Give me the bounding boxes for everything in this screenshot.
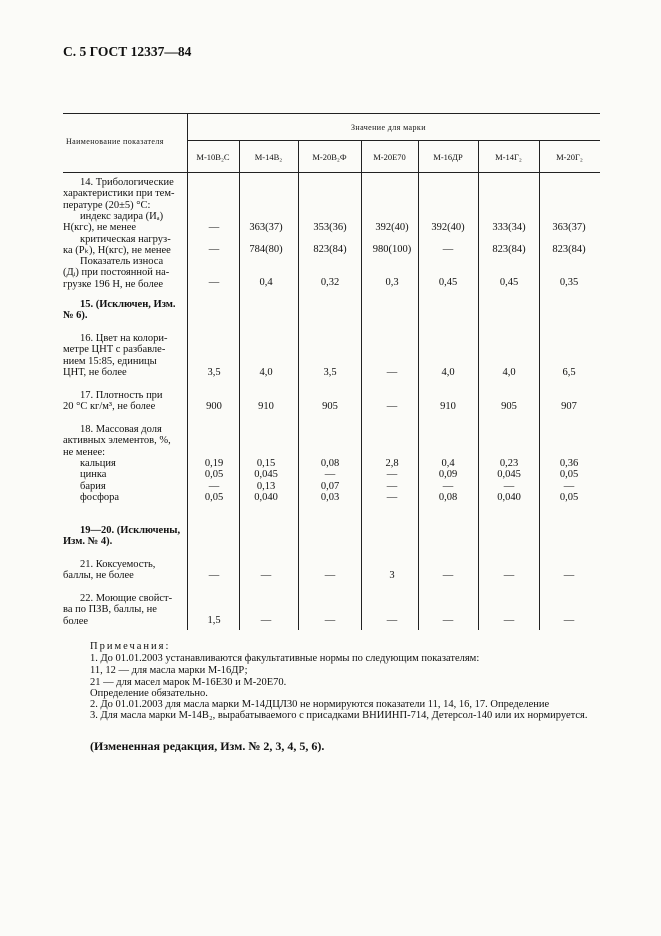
cell-value: 910: [258, 401, 274, 412]
cell-value: 3,5: [323, 367, 337, 378]
cell-value: 4,0: [259, 367, 273, 378]
note-3: 3. Для масла марки М-14В₂, вырабатываемого с присадками ВНИИНП-714, Детерсол-140 или их нормируется.: [90, 710, 588, 721]
cell-value: —: [442, 615, 454, 626]
grade-header: М-14В₂: [254, 152, 283, 162]
cell-value: —: [442, 244, 454, 255]
cell-value: —: [208, 277, 220, 288]
cell-value: 3,5: [207, 367, 221, 378]
cell-value: 980(100): [372, 244, 412, 255]
cell-value: —: [386, 615, 398, 626]
cell-value: 910: [440, 401, 456, 412]
grade-header: М-20В₂Ф: [312, 152, 347, 162]
cell-value: 905: [322, 401, 338, 412]
cell-value: 823(84): [552, 244, 586, 255]
note-2: 2. До 01.01.2003 для масла марки М-14ДЦЛ30 не нормируются показатели 11, 14, 16, 17. Определение: [90, 699, 550, 710]
cell-value-stack: 0,23 0,045 — 0,040: [497, 458, 521, 503]
row-label-21: 21. Коксуемость, баллы, не более: [63, 559, 156, 582]
column-divider: [478, 140, 479, 630]
cell-value: 353(36): [313, 222, 347, 233]
row-label-18: 18. Массовая доля активных элементов, %, не менее:: [63, 424, 171, 458]
grade-header: М-20Е70: [373, 152, 406, 162]
cell-value: 333(34): [492, 222, 526, 233]
table-top-rule: [63, 113, 600, 114]
cell-value: 4,0: [502, 367, 516, 378]
cell-value: 392(40): [431, 222, 465, 233]
cell-value: —: [503, 570, 515, 581]
cell-value: 0,4: [259, 277, 273, 288]
column-divider: [298, 140, 299, 630]
cell-value: —: [442, 570, 454, 581]
cell-value-stack: 0,4 0,09 — 0,08: [438, 458, 458, 503]
cell-value: 6,5: [562, 367, 576, 378]
cell-value: 823(84): [313, 244, 347, 255]
note-1b: 21 — для масел марок М-16Е30 и М-20Е70.: [90, 677, 287, 688]
cell-value: —: [260, 615, 272, 626]
cell-value: 905: [501, 401, 517, 412]
cell-value: 4,0: [441, 367, 455, 378]
row-label-critical-load: критическая нагруз- ка (Pₖ), Н(кгс), не менее: [63, 234, 171, 257]
row-label-scuff-index: индекс задира (Иₐ) Н(кгс), не менее: [63, 211, 164, 234]
cell-value: 900: [206, 401, 222, 412]
grade-header: М-16ДР: [433, 152, 463, 162]
cell-value: —: [503, 615, 515, 626]
cell-value: 823(84): [492, 244, 526, 255]
column-divider: [361, 140, 362, 630]
cell-value: —: [208, 222, 220, 233]
row-label-19-20: 19—20. (Исключены, Изм. № 4).: [63, 525, 181, 548]
cell-value: 784(80): [249, 244, 283, 255]
cell-value: —: [324, 615, 336, 626]
cell-value: 363(37): [552, 222, 586, 233]
row-label-15: 15. (Исключен, Изм. № 6).: [63, 299, 176, 322]
cell-value: 392(40): [375, 222, 409, 233]
cell-value: —: [386, 401, 398, 412]
grade-header: М-20Г₂: [556, 152, 583, 162]
cell-value: —: [260, 570, 272, 581]
cell-value: —: [563, 615, 575, 626]
row-label-16: 16. Цвет на колори- метре ЦНТ с разбавле- нием 15:85, единицы ЦНТ, не более: [63, 333, 168, 378]
notes-heading: Примечания:: [90, 641, 171, 652]
cell-value: —: [563, 570, 575, 581]
note-1c: Определение обязательно.: [90, 688, 208, 699]
column-header-value: Значение для марки: [351, 123, 426, 132]
cell-value: 363(37): [249, 222, 283, 233]
column-header-name: Наименование показателя: [66, 137, 164, 146]
cell-value: 0,35: [559, 277, 579, 288]
header-bottom-rule: [63, 172, 600, 173]
row-label-14: 14. Трибологические характеристики при тем- пературе (20±5) °С:: [63, 177, 175, 211]
page-header: С. 5 ГОСТ 12337—84: [63, 44, 192, 59]
cell-value: —: [208, 244, 220, 255]
cell-value: 907: [561, 401, 577, 412]
column-divider: [539, 140, 540, 630]
cell-value-stack: 2,8 — — —: [385, 458, 399, 503]
cell-value: —: [386, 367, 398, 378]
cell-value: 0,45: [438, 277, 458, 288]
row-label-22: 22. Моющие свойст- ва по ПЗВ, баллы, не более: [63, 593, 173, 627]
grade-header: М-10В₂С: [196, 152, 230, 162]
cell-value-stack: 0,36 0,05 — 0,05: [559, 458, 579, 503]
row-label-wear: Показатель износа (Дᵢ) при постоянной на- грузке 196 Н, не более: [63, 256, 170, 290]
cell-value: 0,45: [499, 277, 519, 288]
cell-value: 1,5: [207, 615, 221, 626]
note-1a: 11, 12 — для масла марки М-16ДР;: [90, 665, 248, 676]
edition-note: (Измененная редакция, Изм. № 2, 3, 4, 5, 6).: [90, 739, 325, 753]
cell-value: 3: [389, 570, 395, 581]
cell-value: 0,32: [320, 277, 340, 288]
cell-value: 0,3: [385, 277, 399, 288]
cell-value-stack: 0,19 0,05 — 0,05: [204, 458, 224, 503]
grade-header: М-14Г₂: [495, 152, 522, 162]
row-label-17: 17. Плотность при 20 °С кг/м³, не более: [63, 390, 163, 413]
note-1: 1. До 01.01.2003 устанавливаются факультативные нормы по следующим показателям:: [90, 653, 480, 664]
row-label-elements: кальция цинка бария фосфора: [80, 458, 120, 503]
cell-value-stack: 0,08 — 0,07 0,03: [320, 458, 340, 503]
column-divider: [418, 140, 419, 630]
cell-value-stack: 0,15 0,045 0,13 0,040: [254, 458, 278, 503]
cell-value: —: [208, 570, 220, 581]
cell-value: —: [324, 570, 336, 581]
column-divider: [239, 140, 240, 630]
